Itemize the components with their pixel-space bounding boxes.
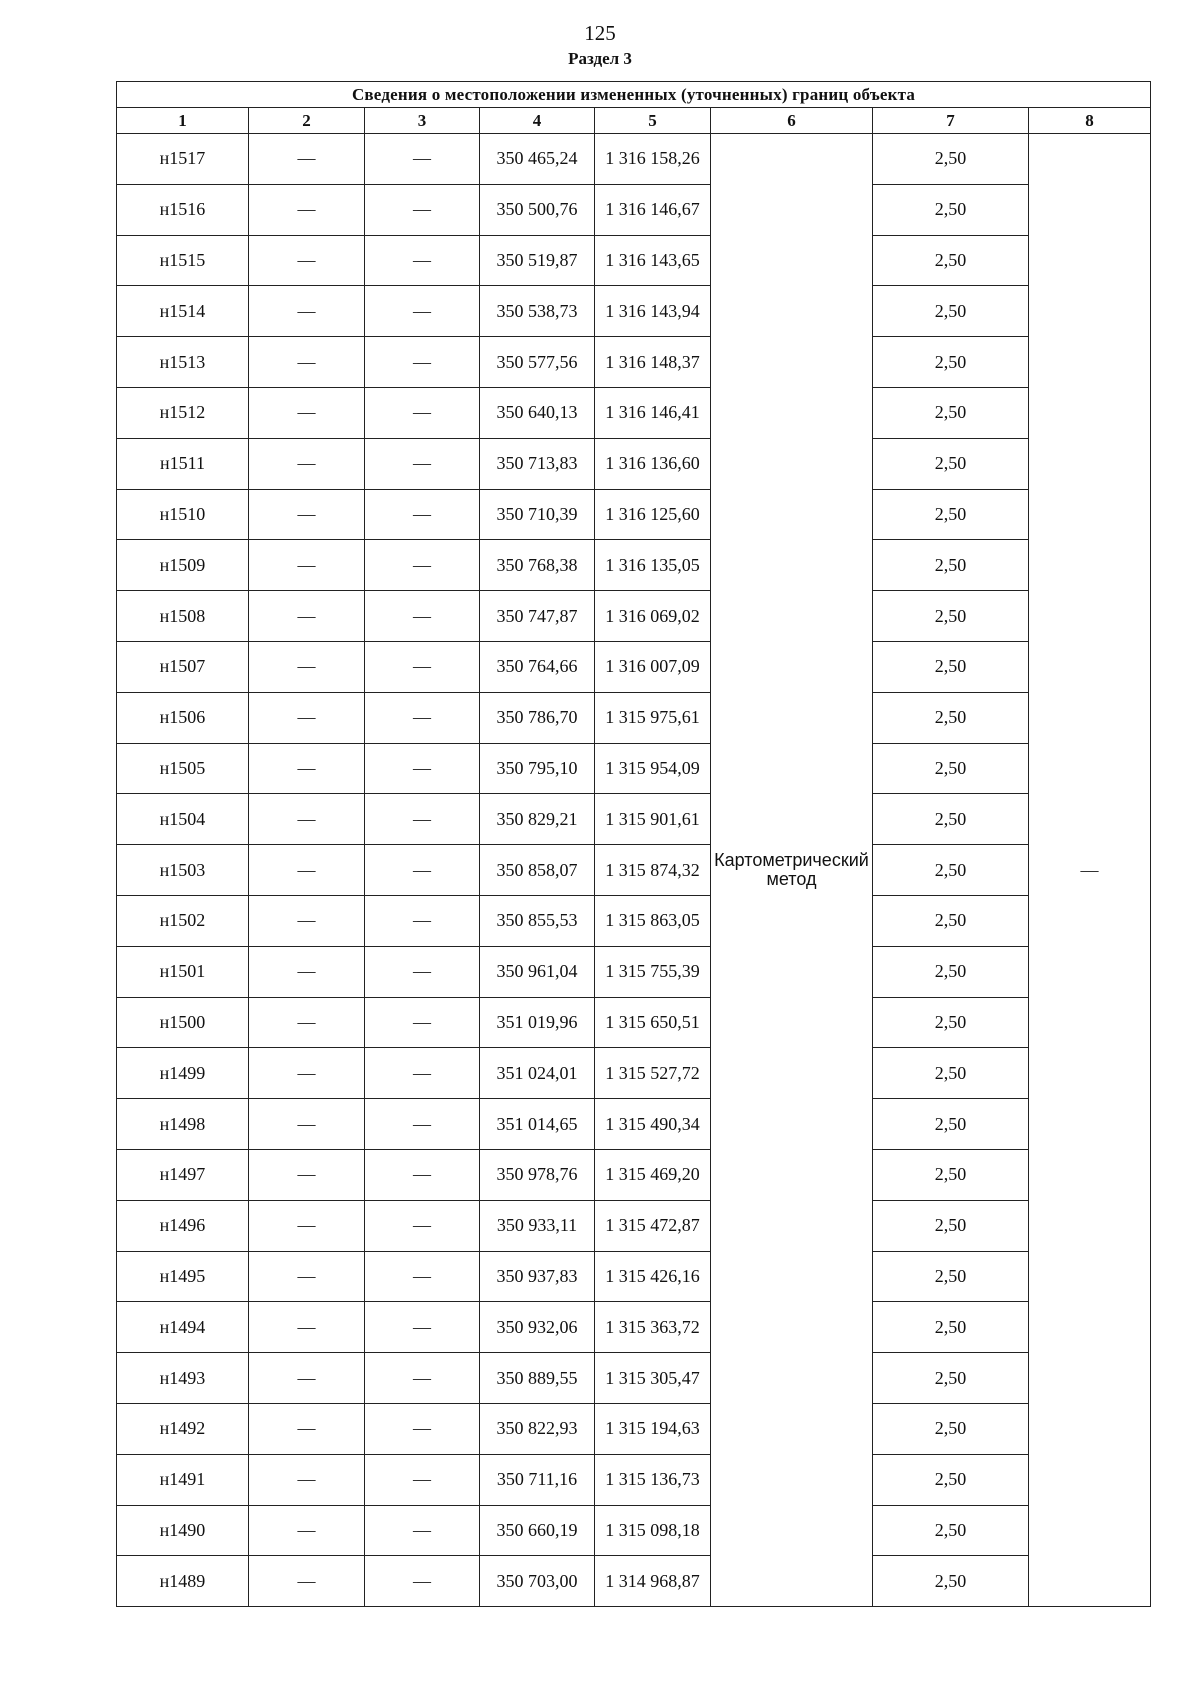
column-2-value: — (249, 1403, 365, 1454)
accuracy-value: 2,50 (873, 794, 1029, 845)
x-coordinate: 350 829,21 (480, 794, 595, 845)
column-3-value: — (365, 1099, 480, 1150)
point-label: н1496 (117, 1200, 249, 1251)
accuracy-value: 2,50 (873, 1505, 1029, 1556)
column-3-value: — (365, 641, 480, 692)
x-coordinate: 350 538,73 (480, 286, 595, 337)
y-coordinate: 1 316 143,65 (595, 235, 711, 286)
y-coordinate: 1 315 194,63 (595, 1403, 711, 1454)
column-number-3: 3 (365, 108, 480, 134)
y-coordinate: 1 316 136,60 (595, 438, 711, 489)
column-3-value: — (365, 235, 480, 286)
y-coordinate: 1 315 650,51 (595, 997, 711, 1048)
table-row (117, 997, 1151, 1048)
column-number-6: 6 (711, 108, 873, 134)
x-coordinate: 350 933,11 (480, 1200, 595, 1251)
point-label: н1502 (117, 895, 249, 946)
accuracy-value: 2,50 (873, 997, 1029, 1048)
column-3-value: — (365, 184, 480, 235)
column-2-value: — (249, 845, 365, 896)
table-row (117, 743, 1151, 794)
column-3-value: — (365, 1353, 480, 1404)
column-2-value: — (249, 895, 365, 946)
column-3-value: — (365, 540, 480, 591)
y-coordinate: 1 314 968,87 (595, 1556, 711, 1607)
accuracy-value: 2,50 (873, 1149, 1029, 1200)
x-coordinate: 350 640,13 (480, 387, 595, 438)
table-row (117, 184, 1151, 235)
point-label: н1499 (117, 1048, 249, 1099)
point-label: н1510 (117, 489, 249, 540)
column-3-value: — (365, 489, 480, 540)
table-row (117, 1556, 1151, 1607)
accuracy-value: 2,50 (873, 946, 1029, 997)
y-coordinate: 1 315 305,47 (595, 1353, 711, 1404)
accuracy-value: 2,50 (873, 743, 1029, 794)
point-label: н1506 (117, 692, 249, 743)
table-row (117, 641, 1151, 692)
table-row (117, 1048, 1151, 1099)
point-label: н1515 (117, 235, 249, 286)
y-coordinate: 1 316 146,41 (595, 387, 711, 438)
x-coordinate: 350 711,16 (480, 1454, 595, 1505)
column-3-value: — (365, 1556, 480, 1607)
column-3-value: — (365, 1454, 480, 1505)
table-row (117, 540, 1151, 591)
x-coordinate: 350 855,53 (480, 895, 595, 946)
point-label: н1508 (117, 591, 249, 642)
accuracy-value: 2,50 (873, 1200, 1029, 1251)
column-3-value: — (365, 743, 480, 794)
column-number-8: 8 (1029, 108, 1151, 134)
y-coordinate: 1 315 874,32 (595, 845, 711, 896)
table-caption: Сведения о местоположении измененных (уточненных) границ объекта (117, 82, 1151, 108)
point-label: н1498 (117, 1099, 249, 1150)
section-title: Раздел 3 (568, 49, 632, 68)
x-coordinate: 350 703,00 (480, 1556, 595, 1607)
column-8-value: — (1029, 134, 1151, 1607)
accuracy-value: 2,50 (873, 895, 1029, 946)
point-label: н1512 (117, 387, 249, 438)
column-number-5: 5 (595, 108, 711, 134)
y-coordinate: 1 315 975,61 (595, 692, 711, 743)
accuracy-value: 2,50 (873, 540, 1029, 591)
column-2-value: — (249, 997, 365, 1048)
x-coordinate: 350 822,93 (480, 1403, 595, 1454)
table-row (117, 794, 1151, 845)
column-3-value: — (365, 1251, 480, 1302)
y-coordinate: 1 315 469,20 (595, 1149, 711, 1200)
table-row (117, 845, 1151, 896)
point-label: н1500 (117, 997, 249, 1048)
column-3-value: — (365, 1048, 480, 1099)
column-2-value: — (249, 591, 365, 642)
y-coordinate: 1 316 069,02 (595, 591, 711, 642)
table-row (117, 286, 1151, 337)
page-number: 125 (584, 21, 616, 45)
column-number-2: 2 (249, 108, 365, 134)
column-2-value: — (249, 946, 365, 997)
column-3-value: — (365, 286, 480, 337)
column-2-value: — (249, 1454, 365, 1505)
table-body (117, 134, 1151, 1607)
table-row (117, 337, 1151, 388)
column-number-row (117, 108, 1151, 134)
x-coordinate: 350 889,55 (480, 1353, 595, 1404)
column-number-1: 1 (117, 108, 249, 134)
column-2-value: — (249, 540, 365, 591)
column-2-value: — (249, 794, 365, 845)
point-label: н1497 (117, 1149, 249, 1200)
x-coordinate: 351 024,01 (480, 1048, 595, 1099)
column-3-value: — (365, 997, 480, 1048)
column-2-value: — (249, 438, 365, 489)
point-label: н1517 (117, 134, 249, 185)
point-label: н1491 (117, 1454, 249, 1505)
y-coordinate: 1 315 954,09 (595, 743, 711, 794)
table-row (117, 895, 1151, 946)
column-2-value: — (249, 489, 365, 540)
column-2-value: — (249, 337, 365, 388)
accuracy-value: 2,50 (873, 641, 1029, 692)
accuracy-value: 2,50 (873, 1454, 1029, 1505)
accuracy-value: 2,50 (873, 134, 1029, 185)
y-coordinate: 1 316 125,60 (595, 489, 711, 540)
table-row (117, 1099, 1151, 1150)
x-coordinate: 350 465,24 (480, 134, 595, 185)
point-label: н1513 (117, 337, 249, 388)
table-row (117, 1302, 1151, 1353)
column-2-value: — (249, 184, 365, 235)
y-coordinate: 1 316 007,09 (595, 641, 711, 692)
accuracy-value: 2,50 (873, 1353, 1029, 1404)
accuracy-value: 2,50 (873, 1302, 1029, 1353)
x-coordinate: 350 768,38 (480, 540, 595, 591)
accuracy-value: 2,50 (873, 1099, 1029, 1150)
x-coordinate: 350 961,04 (480, 946, 595, 997)
table-row (117, 1149, 1151, 1200)
accuracy-value: 2,50 (873, 692, 1029, 743)
column-2-value: — (249, 286, 365, 337)
y-coordinate: 1 316 148,37 (595, 337, 711, 388)
column-2-value: — (249, 1048, 365, 1099)
table-row (117, 1403, 1151, 1454)
column-2-value: — (249, 387, 365, 438)
column-3-value: — (365, 692, 480, 743)
column-3-value: — (365, 438, 480, 489)
column-2-value: — (249, 1251, 365, 1302)
point-label: н1490 (117, 1505, 249, 1556)
accuracy-value: 2,50 (873, 1403, 1029, 1454)
point-label: н1507 (117, 641, 249, 692)
y-coordinate: 1 316 146,67 (595, 184, 711, 235)
y-coordinate: 1 315 098,18 (595, 1505, 711, 1556)
x-coordinate: 350 937,83 (480, 1251, 595, 1302)
point-label: н1511 (117, 438, 249, 489)
table-row (117, 134, 1151, 185)
point-label: н1489 (117, 1556, 249, 1607)
point-label: н1492 (117, 1403, 249, 1454)
column-2-value: — (249, 1505, 365, 1556)
column-number-4: 4 (480, 108, 595, 134)
point-label: н1493 (117, 1353, 249, 1404)
accuracy-value: 2,50 (873, 387, 1029, 438)
column-2-value: — (249, 743, 365, 794)
point-label: н1503 (117, 845, 249, 896)
x-coordinate: 350 786,70 (480, 692, 595, 743)
x-coordinate: 350 713,83 (480, 438, 595, 489)
table-row (117, 946, 1151, 997)
column-3-value: — (365, 794, 480, 845)
column-2-value: — (249, 1200, 365, 1251)
accuracy-value: 2,50 (873, 1251, 1029, 1302)
column-3-value: — (365, 895, 480, 946)
point-label: н1516 (117, 184, 249, 235)
point-label: н1509 (117, 540, 249, 591)
column-3-value: — (365, 845, 480, 896)
accuracy-value: 2,50 (873, 235, 1029, 286)
table-row (117, 1200, 1151, 1251)
table-row (117, 489, 1151, 540)
x-coordinate: 350 500,76 (480, 184, 595, 235)
column-2-value: — (249, 641, 365, 692)
y-coordinate: 1 316 158,26 (595, 134, 711, 185)
point-label: н1495 (117, 1251, 249, 1302)
point-label: н1505 (117, 743, 249, 794)
point-label: н1494 (117, 1302, 249, 1353)
point-label: н1504 (117, 794, 249, 845)
table-row (117, 1454, 1151, 1505)
y-coordinate: 1 315 901,61 (595, 794, 711, 845)
accuracy-value: 2,50 (873, 845, 1029, 896)
point-label: н1514 (117, 286, 249, 337)
column-2-value: — (249, 134, 365, 185)
x-coordinate: 350 858,07 (480, 845, 595, 896)
x-coordinate: 350 932,06 (480, 1302, 595, 1353)
y-coordinate: 1 316 143,94 (595, 286, 711, 337)
table-row (117, 438, 1151, 489)
y-coordinate: 1 316 135,05 (595, 540, 711, 591)
table-row (117, 591, 1151, 642)
y-coordinate: 1 315 472,87 (595, 1200, 711, 1251)
column-3-value: — (365, 387, 480, 438)
column-2-value: — (249, 1353, 365, 1404)
x-coordinate: 350 519,87 (480, 235, 595, 286)
accuracy-value: 2,50 (873, 591, 1029, 642)
accuracy-value: 2,50 (873, 337, 1029, 388)
column-2-value: — (249, 1149, 365, 1200)
column-2-value: — (249, 1099, 365, 1150)
column-3-value: — (365, 1302, 480, 1353)
accuracy-value: 2,50 (873, 1556, 1029, 1607)
x-coordinate: 350 764,66 (480, 641, 595, 692)
y-coordinate: 1 315 136,73 (595, 1454, 711, 1505)
column-2-value: — (249, 1302, 365, 1353)
column-2-value: — (249, 1556, 365, 1607)
x-coordinate: 350 747,87 (480, 591, 595, 642)
column-3-value: — (365, 1200, 480, 1251)
x-coordinate: 350 577,56 (480, 337, 595, 388)
column-3-value: — (365, 1403, 480, 1454)
column-2-value: — (249, 235, 365, 286)
x-coordinate: 350 978,76 (480, 1149, 595, 1200)
point-label: н1501 (117, 946, 249, 997)
table-row (117, 1505, 1151, 1556)
method-cell: Картометрический метод (711, 134, 873, 1607)
accuracy-value: 2,50 (873, 1048, 1029, 1099)
column-2-value: — (249, 692, 365, 743)
x-coordinate: 350 710,39 (480, 489, 595, 540)
y-coordinate: 1 315 426,16 (595, 1251, 711, 1302)
accuracy-value: 2,50 (873, 184, 1029, 235)
y-coordinate: 1 315 755,39 (595, 946, 711, 997)
x-coordinate: 350 660,19 (480, 1505, 595, 1556)
column-3-value: — (365, 134, 480, 185)
column-3-value: — (365, 337, 480, 388)
column-number-7: 7 (873, 108, 1029, 134)
x-coordinate: 351 019,96 (480, 997, 595, 1048)
y-coordinate: 1 315 527,72 (595, 1048, 711, 1099)
column-3-value: — (365, 591, 480, 642)
accuracy-value: 2,50 (873, 438, 1029, 489)
column-3-value: — (365, 1149, 480, 1200)
x-coordinate: 350 795,10 (480, 743, 595, 794)
y-coordinate: 1 315 363,72 (595, 1302, 711, 1353)
column-3-value: — (365, 1505, 480, 1556)
y-coordinate: 1 315 490,34 (595, 1099, 711, 1150)
table-caption-row (117, 82, 1151, 108)
table-row (117, 1251, 1151, 1302)
accuracy-value: 2,50 (873, 286, 1029, 337)
table-row (117, 387, 1151, 438)
x-coordinate: 351 014,65 (480, 1099, 595, 1150)
column-3-value: — (365, 946, 480, 997)
table-row (117, 1353, 1151, 1404)
boundary-coordinates-table (116, 81, 1151, 1607)
table-row (117, 692, 1151, 743)
y-coordinate: 1 315 863,05 (595, 895, 711, 946)
table-row (117, 235, 1151, 286)
accuracy-value: 2,50 (873, 489, 1029, 540)
